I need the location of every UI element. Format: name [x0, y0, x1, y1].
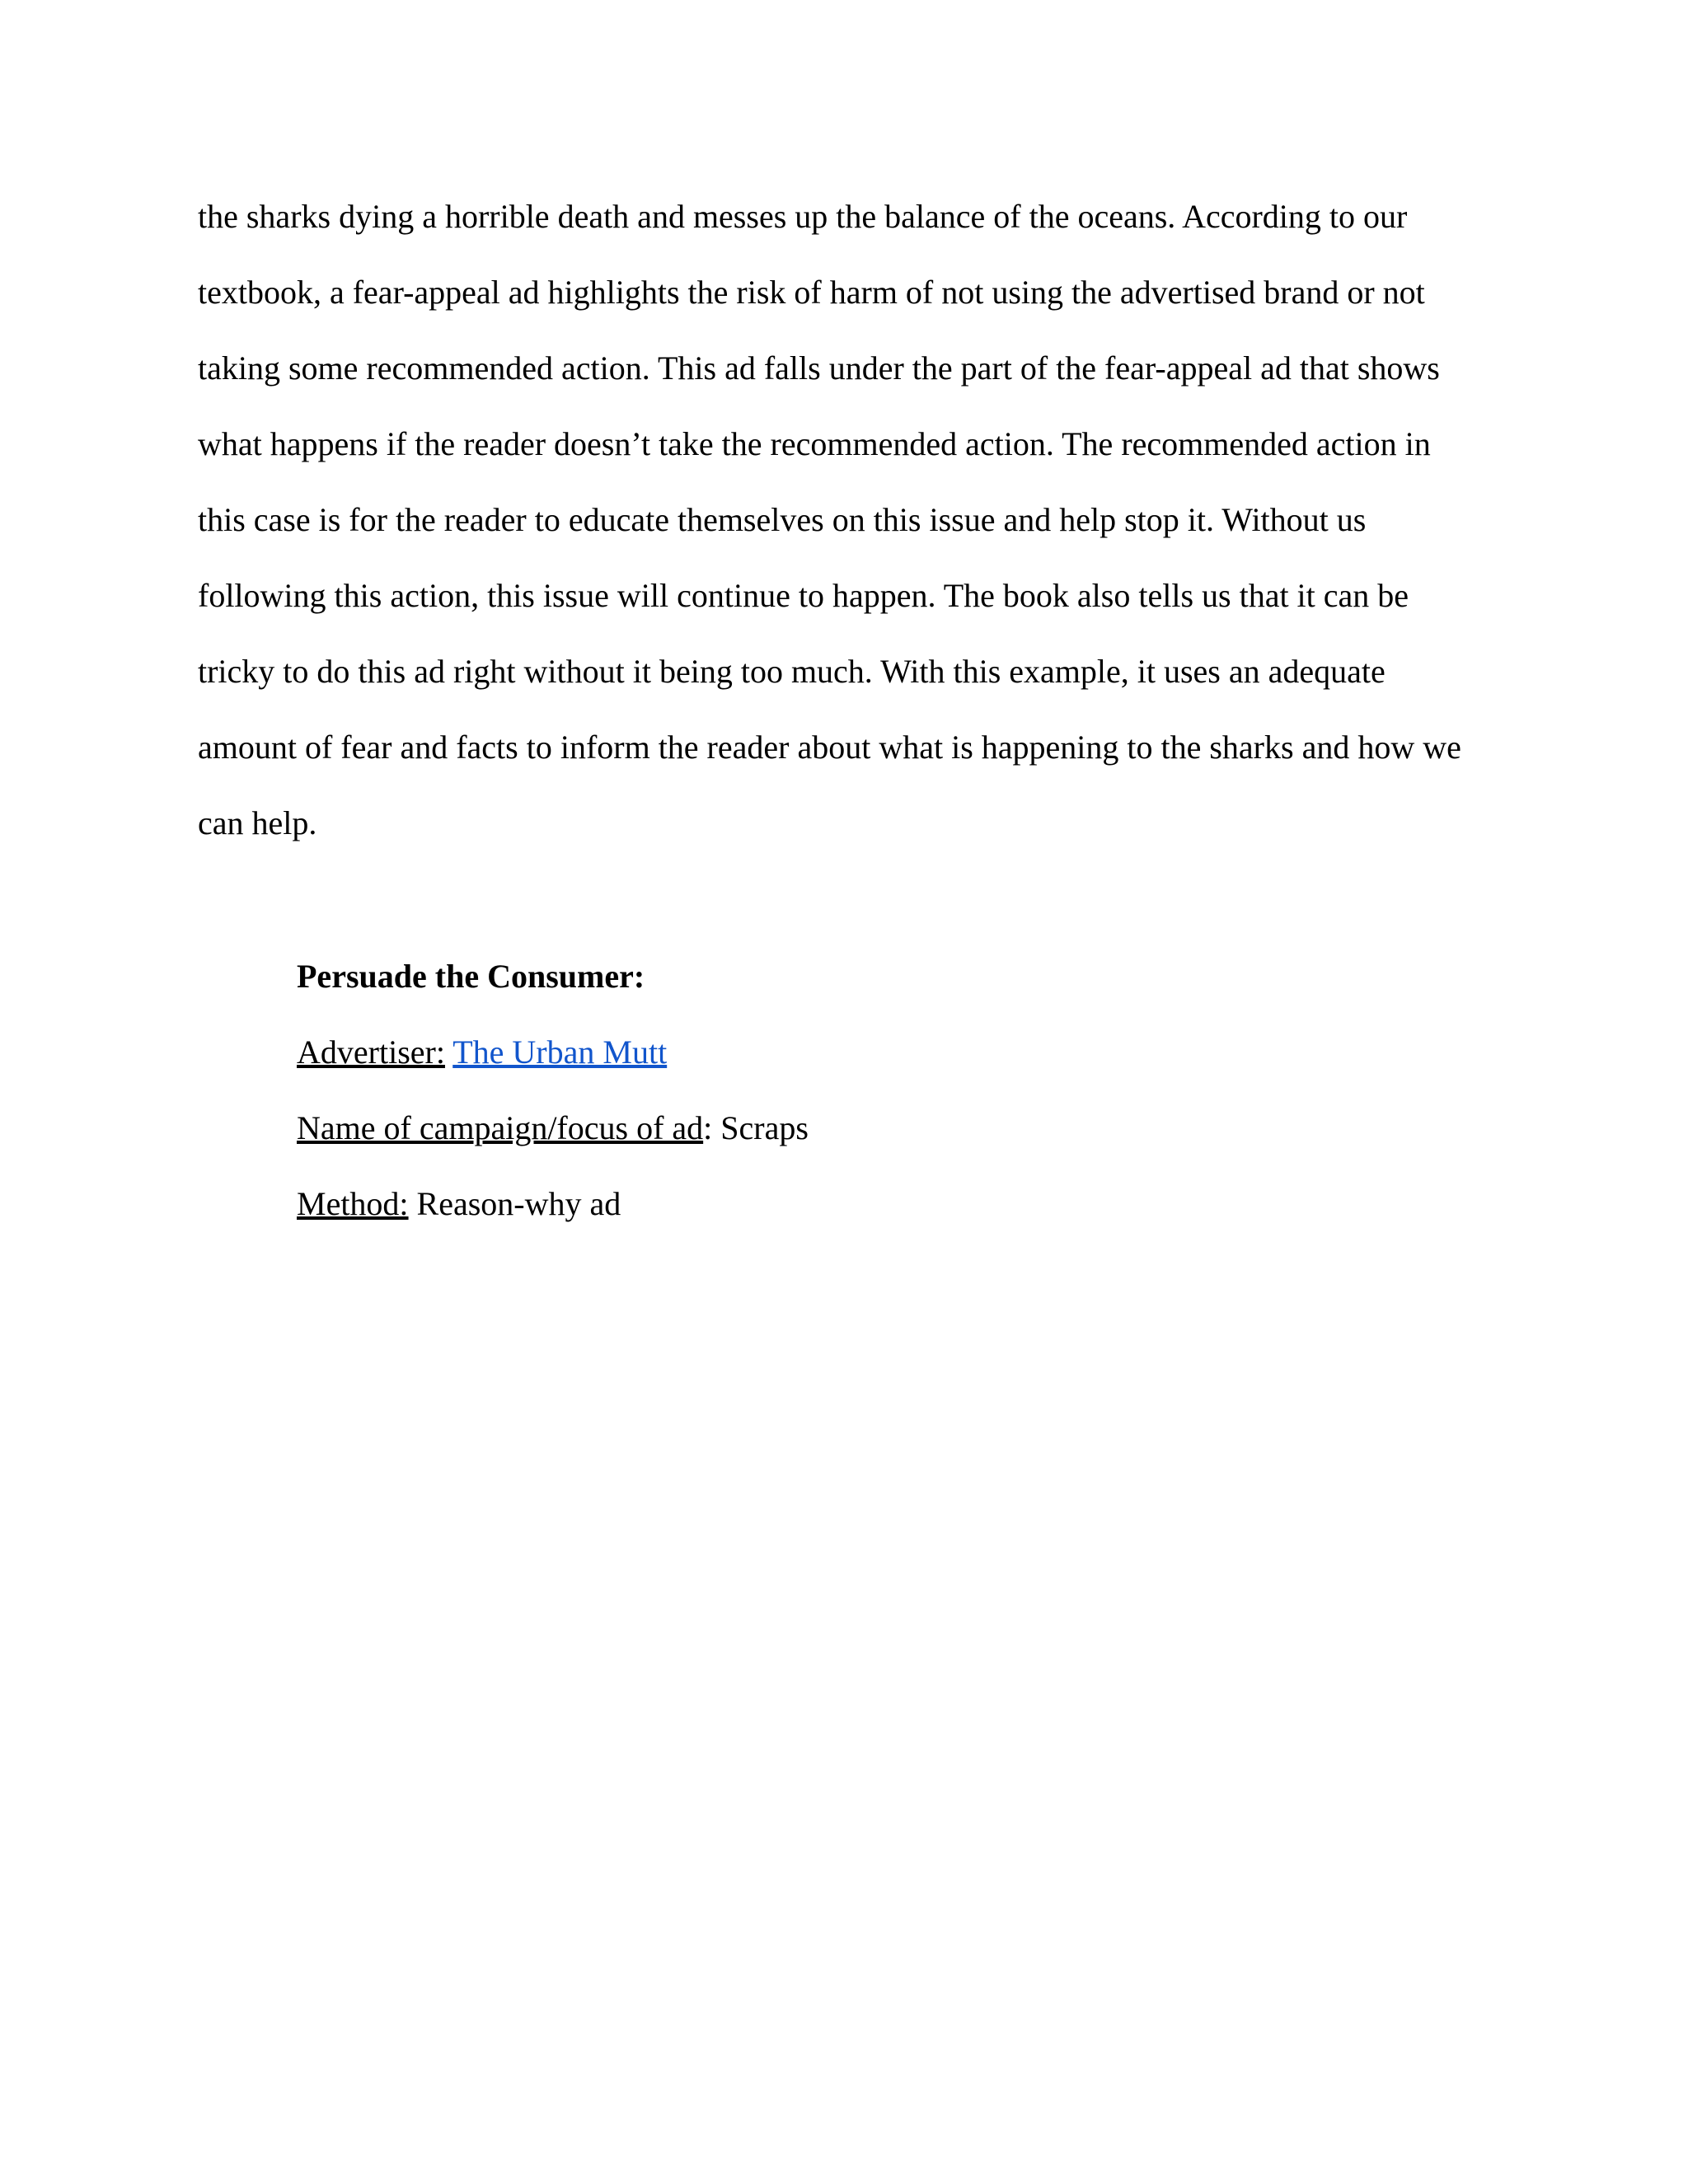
- persuade-section: [297, 943, 1451, 1246]
- paragraph-line-4: what happens if the reader doesn’t take the recommended action. The recommended action in: [198, 425, 1431, 462]
- campaign-value: Scraps: [720, 1109, 809, 1146]
- paragraph-line-6: following this action, this issue will continue to happen. The book also tells us that it can be: [198, 577, 1409, 614]
- paragraph-line-2: textbook, a fear-appeal ad highlights the risk of harm of not using the advertised brand or not: [198, 274, 1425, 311]
- advertiser-link[interactable]: The Urban Mutt: [452, 1033, 668, 1071]
- paragraph-line-5: this case is for the reader to educate themselves on this issue and help stop it. Without us: [198, 501, 1367, 538]
- method-label: Method:: [297, 1185, 409, 1222]
- body-paragraph: [198, 183, 1500, 865]
- campaign-separator: :: [703, 1109, 713, 1146]
- section-heading: Persuade the Consumer:: [297, 958, 645, 995]
- paragraph-line-7: tricky to do this ad right without it being too much. With this example, it uses an adequate: [198, 653, 1386, 690]
- advertiser-label: Advertiser:: [297, 1033, 445, 1071]
- campaign-row: [297, 1094, 1451, 1170]
- method-value: Reason-why ad: [416, 1185, 621, 1222]
- advertiser-row: [297, 1019, 1451, 1094]
- paragraph-line-3: taking some recommended action. This ad falls under the part of the fear-appeal ad that shows: [198, 349, 1440, 387]
- paragraph-line-1: the sharks dying a horrible death and messes up the balance of the oceans. According to our: [198, 198, 1408, 235]
- paragraph-line-9: can help.: [198, 804, 317, 841]
- method-row: [297, 1170, 1451, 1246]
- paragraph-line-8: amount of fear and facts to inform the reader about what is happening to the sharks and how we: [198, 729, 1461, 766]
- campaign-label: Name of campaign/focus of ad: [297, 1109, 704, 1146]
